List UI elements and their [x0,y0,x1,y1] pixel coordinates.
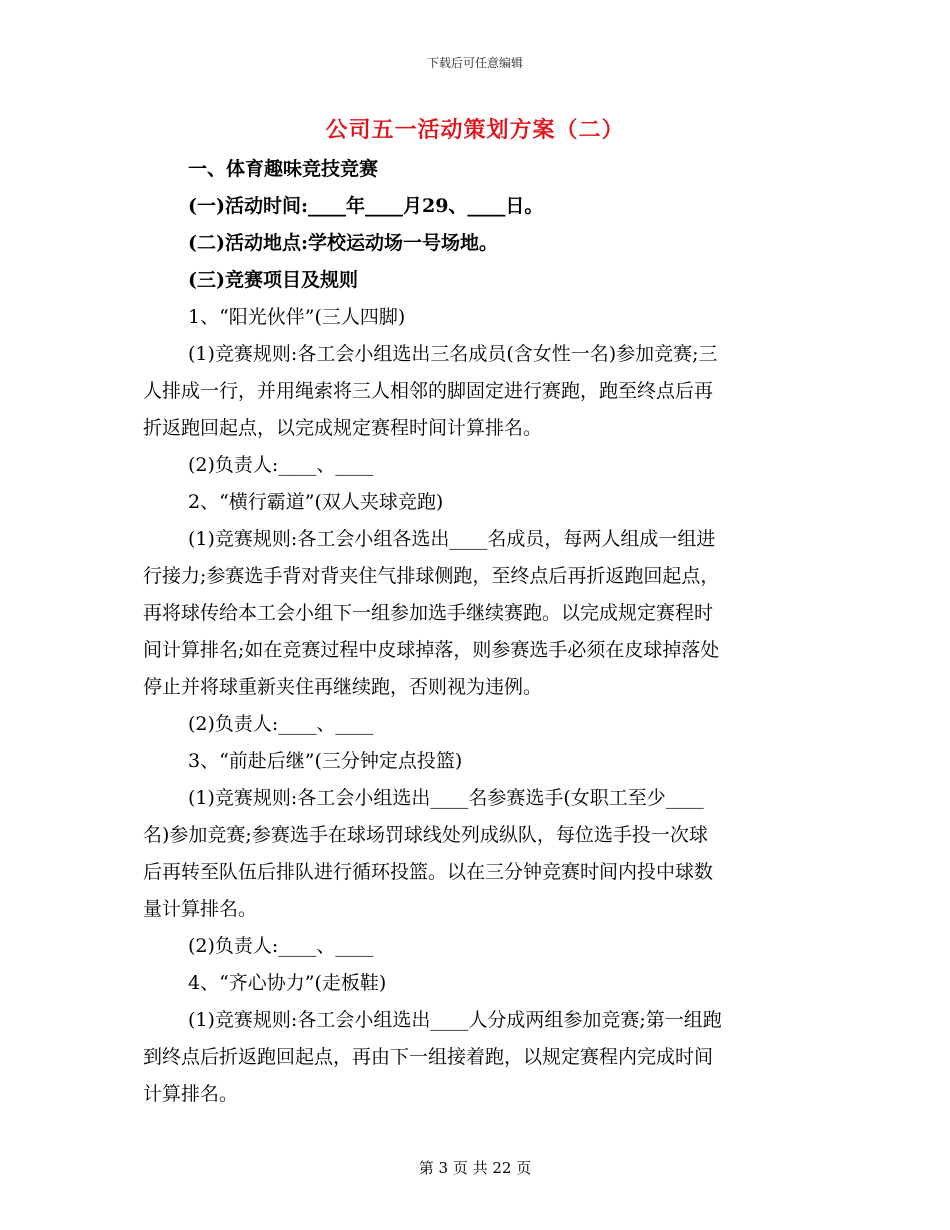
activity-time: (一)活动时间:____年____月29、____日。 [188,195,544,217]
paragraph-line: 再将球传给本工会小组下一组参加选手继续赛跑。以完成规定赛程时 [143,602,714,624]
section-heading: 一、体育趣味竞技竞赛 [188,158,379,180]
paragraph-line: 后再转至队伍后排队进行循环投篮。以在三分钟竞赛时间内投中球数 [143,861,714,883]
responsible-line: (2)负责人:____、____ [188,454,374,476]
paragraph-line: 折返跑回起点，以完成规定赛程时间计算排名。 [143,417,543,439]
paragraph-line: 人排成一行，并用绳索将三人相邻的脚固定进行赛跑，跑至终点后再 [143,380,714,402]
header-note: 下载后可任意编辑 [426,56,523,70]
paragraph-line: (1)竞赛规则:各工会小组选出____人分成两组参加竞赛;第一组跑 [188,1009,722,1031]
item-title: 1、“阳光伙伴”(三人四脚) [188,306,406,328]
responsible-line: (2)负责人:____、____ [188,713,374,735]
paragraph-line: (1)竞赛规则:各工会小组选出____名参赛选手(女职工至少____ [188,787,704,809]
activity-location: (二)活动地点:学校运动场一号场地。 [188,232,498,254]
paragraph-line: 间计算排名;如在竞赛过程中皮球掉落，则参赛选手必须在皮球掉落处 [143,639,720,661]
paragraph-line: 行接力;参赛选手背对背夹住气排球侧跑，至终点后再折返跑回起点， [143,565,720,587]
item-title: 4、“齐心协力”(走板鞋) [188,972,387,994]
paragraph-line: (1)竞赛规则:各工会小组选出三名成员(含女性一名)参加竞赛;三 [188,343,718,365]
paragraph-line: 计算排名。 [143,1083,239,1105]
paragraph-line: 名)参加竞赛;参赛选手在球场罚球线处列成纵队，每位选手投一次球 [143,824,708,846]
paragraph-line: 停止并将球重新夹住再继续跑，否则视为违例。 [143,676,543,698]
item-title: 2、“横行霸道”(双人夹球竞跑) [188,491,444,513]
item-title: 3、“前赴后继”(三分钟定点投篮) [188,750,463,772]
page-number: 第 3 页 共 22 页 [418,1159,532,1177]
document-title: 公司五一活动策划方案（二） [325,117,625,143]
paragraph-line: 量计算排名。 [143,898,258,920]
subsection-heading: (三)竞赛项目及规则 [188,269,358,291]
paragraph-line: (1)竞赛规则:各工会小组各选出____名成员，每两人组成一组进 [188,528,716,550]
paragraph-line: 到终点后折返跑回起点，再由下一组接着跑，以规定赛程内完成时间 [143,1046,714,1068]
responsible-line: (2)负责人:____、____ [188,935,374,957]
